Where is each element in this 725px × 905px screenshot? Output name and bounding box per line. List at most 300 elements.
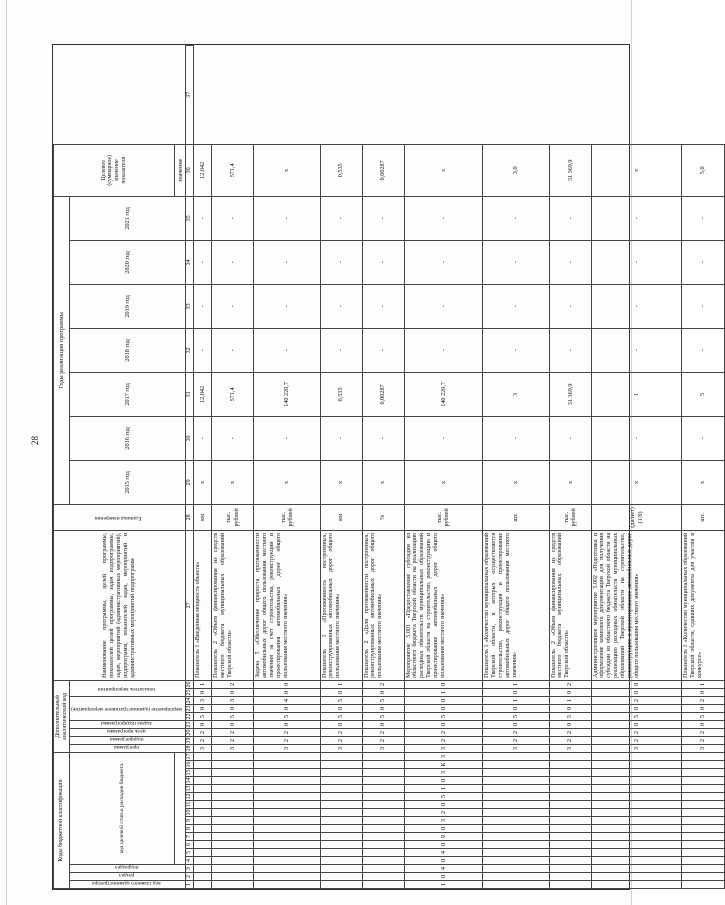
code-digit-cell: 2 (591, 697, 682, 705)
year-value-cell: - (320, 328, 362, 372)
code-digit-cell (320, 849, 362, 857)
year-value-cell: - (362, 416, 404, 460)
admin-code-text: код главного администратора (92, 880, 162, 886)
column-number-cell: 8 (186, 825, 194, 833)
code-digit-cell (549, 761, 591, 769)
unit-cell: (да/нет) (1/0) (591, 504, 682, 530)
program-header (70, 745, 186, 753)
code-digit-cell (549, 753, 591, 761)
code-digit-cell (682, 769, 724, 777)
value-header: значение (175, 144, 186, 196)
code-digit-cell: 0 (483, 689, 549, 697)
program-indicators-table (53, 45, 725, 889)
target-value-cell: 31 369,9 (549, 144, 591, 196)
code-digit-cell (591, 857, 682, 865)
code-digit-cell (682, 825, 724, 833)
code-digit-cell (320, 857, 362, 865)
year-value-cell: x (682, 460, 724, 504)
unit-cell: тыс. рублей (254, 504, 320, 530)
code-digit-cell (212, 809, 254, 817)
code-digit-cell: 0 (483, 705, 549, 713)
code-digit-cell (254, 825, 320, 833)
year-value-cell: x (320, 460, 362, 504)
column-number-cell: 32 (186, 328, 194, 372)
code-digit-cell (194, 849, 212, 857)
budget-codes-header: Коды бюджетной классификации (54, 753, 70, 889)
code-digit-cell (591, 833, 682, 841)
year-value-cell: 0,535 (320, 372, 362, 416)
code-digit-cell: 0 (194, 705, 212, 713)
unit-cell: тыс. рублей (404, 504, 483, 530)
year-value-cell: - (194, 240, 212, 284)
code-digit-cell: 3 (404, 817, 483, 825)
table-row (483, 46, 549, 889)
column-number-cell: 19 (186, 737, 193, 744)
code-digit-cell: 5 (320, 713, 362, 721)
code-digit-cell (254, 881, 320, 889)
code-digit-cell (254, 865, 320, 873)
code-digit-cell (212, 793, 254, 801)
code-digit-cell (682, 793, 724, 801)
code-digit-cell (591, 777, 682, 785)
year-value-cell: 140 220,7 (404, 372, 483, 416)
indicator-name-cell: Показатель 2 «Объем финансирования из средств местного бюджета муниципальных образований Тверской области» (212, 530, 254, 680)
unit-cell: шт. (483, 504, 549, 530)
code-digit-cell: 2 (483, 737, 549, 745)
code-digit-cell: 0 (591, 689, 682, 697)
code-digit-cell (549, 865, 591, 873)
table-row (212, 46, 254, 889)
program-text: программа (114, 744, 140, 750)
year-value-cell: x (549, 460, 591, 504)
column-number-cell: 11 (186, 801, 193, 808)
code-digit-cell: 0 (404, 841, 483, 849)
year-value-cell: - (194, 196, 212, 240)
year-value-cell: - (682, 196, 724, 240)
code-digit-cell: 3 (404, 753, 483, 761)
code-digit-cell (483, 849, 549, 857)
code-digit-cell (591, 793, 682, 801)
year-value-cell: 571,4 (212, 372, 254, 416)
program-target-text: цель программы (107, 728, 146, 734)
code-digit-cell (320, 801, 362, 809)
code-digit-cell (320, 841, 362, 849)
column-number-cell: 16 (186, 761, 193, 768)
indicator-name-cell: Показатель 1 «Протяженность построенных, реконструированных автомобильных дорог общего пользования местного значения» (320, 530, 362, 680)
code-digit-cell: 2 (212, 729, 254, 737)
admin-code-header (70, 881, 186, 889)
code-digit-cell (254, 753, 320, 761)
target-value-cell: x (254, 144, 320, 196)
code-digit-cell (549, 817, 591, 825)
year-value-cell: - (682, 416, 724, 460)
code-digit-cell: 3 (362, 745, 404, 753)
table-row (320, 46, 362, 889)
code-digit-cell (591, 753, 682, 761)
year-value-cell: - (483, 240, 549, 284)
unit-header-text: Единица измерения (95, 514, 142, 521)
code-digit-cell (549, 801, 591, 809)
subsection-text: подраздел (114, 864, 139, 870)
code-digit-cell: 0 (404, 697, 483, 705)
year-value-cell: - (404, 196, 483, 240)
program-table-frame (52, 44, 707, 890)
code-digit-cell: 3 (194, 697, 212, 705)
code-digit-cell: 0 (194, 689, 212, 697)
code-digit-cell (591, 785, 682, 793)
code-digit-cell (483, 865, 549, 873)
year-value-cell: - (194, 328, 212, 372)
year-value-cell: - (254, 416, 320, 460)
code-digit-cell (194, 809, 212, 817)
code-digit-cell (212, 865, 254, 873)
code-digit-cell: 0 (362, 721, 404, 729)
code-digit-cell (320, 833, 362, 841)
code-digit-cell (212, 841, 254, 849)
code-digit-cell (362, 809, 404, 817)
code-digit-cell (254, 801, 320, 809)
column-number-cell: 22 (186, 713, 193, 720)
unit-column-header (54, 504, 186, 530)
code-digit-cell (254, 833, 320, 841)
code-digit-cell (254, 785, 320, 793)
code-digit-cell (212, 833, 254, 841)
code-digit-cell (549, 833, 591, 841)
code-digit-cell: 3 (212, 745, 254, 753)
code-digit-cell: 0 (549, 721, 591, 729)
code-digit-cell (194, 793, 212, 801)
code-digit-cell (682, 841, 724, 849)
column-number-cell: 2 (186, 873, 194, 881)
year-value-cell: - (212, 416, 254, 460)
code-digit-cell (254, 849, 320, 857)
year-value-cell: - (404, 240, 483, 284)
code-digit-cell (682, 849, 724, 857)
code-digit-cell (194, 769, 212, 777)
table-row (194, 46, 212, 889)
year-value-cell: - (362, 196, 404, 240)
year-value-cell: - (549, 328, 591, 372)
code-digit-cell: 2 (320, 737, 362, 745)
column-number-cell: 24 (186, 697, 193, 704)
year-value-cell: - (682, 240, 724, 284)
column-number-cell: 27 (186, 530, 194, 680)
column-number-cell: 23 (186, 705, 193, 712)
year-value-cell: - (549, 196, 591, 240)
column-number-cell: 5 (186, 849, 194, 857)
table-row (404, 46, 483, 889)
code-digit-cell (212, 825, 254, 833)
activity-header (70, 697, 186, 721)
year-value-cell: x (362, 460, 404, 504)
indicator-name-cell: Показатель 2 «Доля протяженности построенных, реконструированных автомобильных дорог общего пользования местного значения» (362, 530, 404, 680)
year-value-cell: - (404, 284, 483, 328)
year-value-cell: 12,042 (194, 372, 212, 416)
code-digit-cell (362, 817, 404, 825)
code-digit-cell (362, 761, 404, 769)
code-digit-cell (212, 857, 254, 865)
indicator-name-cell: Показатель 1 «Количество муниципальных образований Тверской области, сдавших документы для участия в конкурсе» (682, 530, 724, 680)
rotated-table-container (53, 45, 707, 889)
code-digit-cell: 2 (320, 729, 362, 737)
code-digit-cell (362, 785, 404, 793)
code-digit-cell (591, 809, 682, 817)
page-edge-left (6, 0, 7, 905)
column-number-cell: 31 (186, 372, 194, 416)
code-digit-cell: 2 (549, 680, 591, 688)
unit-cell: % (362, 504, 404, 530)
year-value-cell: - (362, 284, 404, 328)
code-digit-cell: 9 (404, 833, 483, 841)
code-digit-cell (682, 801, 724, 809)
code-digit-cell (591, 769, 682, 777)
target-article-digits-spacer (175, 753, 186, 865)
code-digit-cell (591, 849, 682, 857)
years-group-header: Годы реализации программы (54, 196, 70, 504)
code-digit-cell: 3 (404, 769, 483, 777)
code-digit-cell: 5 (320, 697, 362, 705)
indicator-name-cell: Административное мероприятие 5.002 «Подготовка и оформление комплекта документации для получения субсидии из областного бюджета Тверской области на реализацию расходных обязательств муниципальных образований Тверской области на строительство, реконструкцию и проектирование автомобильных дорог общего пользования местного значения» (591, 530, 682, 680)
code-digit-cell (591, 873, 682, 881)
code-digit-cell (549, 825, 591, 833)
year-value-cell: - (549, 416, 591, 460)
code-digit-cell (549, 793, 591, 801)
code-digit-cell: 0 (404, 705, 483, 713)
year-value-cell: 31 369,9 (549, 372, 591, 416)
year-value-cell: - (320, 416, 362, 460)
page-number: 28 (30, 436, 40, 445)
year-value-cell: - (320, 196, 362, 240)
code-digit-cell (212, 817, 254, 825)
code-digit-cell (362, 801, 404, 809)
year-value-cell: - (483, 196, 549, 240)
code-digit-cell (549, 857, 591, 865)
column-number-cell: 6 (186, 841, 194, 849)
column-number-cell: 20 (186, 729, 193, 736)
code-digit-cell (483, 881, 549, 889)
target-value-cell: 0,00287 (362, 144, 404, 196)
code-digit-cell: 3 (591, 745, 682, 753)
code-digit-cell: 0 (362, 689, 404, 697)
code-digit-cell: 5 (362, 697, 404, 705)
target-value-cell: 3,0 (483, 144, 549, 196)
code-digit-cell (194, 865, 212, 873)
code-digit-cell: 0 (549, 705, 591, 713)
code-digit-cell: 0 (212, 689, 254, 697)
code-digit-cell (483, 793, 549, 801)
code-digit-cell: 5 (483, 713, 549, 721)
table-row (362, 46, 404, 889)
code-digit-cell (194, 777, 212, 785)
code-digit-cell: 0 (362, 705, 404, 713)
code-digit-cell (194, 825, 212, 833)
unit-cell: шт. (682, 504, 724, 530)
year-value-cell: x (404, 460, 483, 504)
code-digit-cell: 0 (682, 721, 724, 729)
year-value-cell: - (254, 240, 320, 284)
code-digit-cell: 2 (682, 697, 724, 705)
year-value-cell: - (404, 328, 483, 372)
code-digit-cell (194, 801, 212, 809)
column-number-cell: 18 (186, 745, 193, 752)
year-value-cell: - (320, 240, 362, 284)
code-digit-cell (483, 761, 549, 769)
code-digit-cell (682, 777, 724, 785)
code-digit-cell (212, 801, 254, 809)
code-digit-cell (320, 817, 362, 825)
code-digit-cell (682, 761, 724, 769)
year-value-cell: - (362, 328, 404, 372)
activity-text: мероприятие (административное мероприятие) (71, 705, 183, 712)
year-value-cell: - (212, 240, 254, 284)
year-value-cell: 5 (682, 372, 724, 416)
code-digit-cell: 2 (212, 737, 254, 745)
indicator-name-cell: Показатель 1 «Введенная мощность объекта» (194, 530, 212, 680)
code-digit-cell: 0 (254, 705, 320, 713)
code-digit-cell: 2 (483, 729, 549, 737)
code-digit-cell (320, 865, 362, 873)
column-number-cell: 9 (186, 817, 194, 825)
name-column-header: Наименование программы, целей программы, показателей целей программы, задач подпрограммы, задач, мероприятий (административных мероприятий), подпрограмм, показателей задач, мероприятий и административных мероприятий подпрограмм (54, 530, 186, 680)
code-digit-cell (682, 865, 724, 873)
code-digit-cell: 2 (549, 737, 591, 745)
code-digit-cell: 4 (404, 865, 483, 873)
code-digit-cell: 0 (404, 825, 483, 833)
code-digit-cell: 0 (404, 721, 483, 729)
code-digit-cell: 0 (483, 721, 549, 729)
code-digit-cell: 0 (194, 721, 212, 729)
code-digit-cell: 0 (254, 689, 320, 697)
code-digit-cell: 0 (549, 689, 591, 697)
code-digit-cell (254, 809, 320, 817)
section-text: раздел (119, 872, 135, 878)
code-digit-cell (320, 881, 362, 889)
year-value-cell: - (212, 284, 254, 328)
year-value-cell: - (483, 328, 549, 372)
code-digit-cell: 2 (362, 680, 404, 688)
column-number-cell: 7 (186, 833, 194, 841)
code-digit-cell (320, 793, 362, 801)
column-number-cell: 33 (186, 284, 194, 328)
unit-cell: тыс. рублей (549, 504, 591, 530)
target-value-cell: x (404, 144, 483, 196)
code-digit-cell (212, 873, 254, 881)
code-digit-cell (483, 833, 549, 841)
year-value-cell: x (212, 460, 254, 504)
code-digit-cell (682, 753, 724, 761)
header-row-1 (54, 46, 70, 889)
code-digit-cell: 5 (591, 713, 682, 721)
code-digit-cell (320, 825, 362, 833)
year-value-cell: - (212, 328, 254, 372)
code-digit-cell: 0 (404, 680, 483, 688)
column-number-cell: 34 (186, 240, 194, 284)
code-digit-cell (194, 817, 212, 825)
year-value-cell: - (591, 284, 682, 328)
column-number-cell: 4 (186, 857, 194, 865)
code-digit-cell (549, 849, 591, 857)
code-digit-cell (483, 873, 549, 881)
code-digit-cell: 5 (362, 713, 404, 721)
code-digit-cell: 2 (254, 729, 320, 737)
table-body (194, 46, 724, 889)
analytic-code-header: Дополнительный аналитический код (54, 680, 70, 752)
code-digit-cell (483, 785, 549, 793)
year-value-cell: - (404, 416, 483, 460)
code-digit-cell: 5 (254, 713, 320, 721)
column-number-cell: 12 (186, 793, 193, 800)
code-digit-cell: 3 (254, 745, 320, 753)
code-digit-cell (254, 777, 320, 785)
year-2019-header: 2019 год (70, 284, 186, 328)
year-value-cell: x (483, 460, 549, 504)
code-digit-cell (591, 761, 682, 769)
year-value-cell: - (682, 284, 724, 328)
code-digit-cell (682, 873, 724, 881)
code-digit-cell (483, 841, 549, 849)
code-digit-cell (483, 801, 549, 809)
code-digit-cell (254, 817, 320, 825)
code-digit-cell (483, 809, 549, 817)
year-2021-header: 2021 год (70, 196, 186, 240)
code-digit-cell: 0 (320, 705, 362, 713)
code-digit-cell: 1 (404, 689, 483, 697)
code-digit-cell: 5 (404, 713, 483, 721)
code-digit-cell: 4 (254, 697, 320, 705)
year-value-cell: x (591, 460, 682, 504)
subprogram-text: подпрограмма (109, 736, 144, 742)
code-digit-cell: 2 (404, 737, 483, 745)
code-digit-cell: 0 (404, 857, 483, 865)
code-digit-cell (254, 857, 320, 865)
column-number-cell: 10 (186, 809, 193, 816)
year-2020-header: 2020 год (70, 240, 186, 284)
year-value-cell: 0,00287 (362, 372, 404, 416)
column-number-cell: 17 (186, 753, 193, 760)
code-digit-cell: 1 (483, 697, 549, 705)
column-number-cell: 28 (186, 504, 194, 530)
code-digit-cell: 2 (549, 729, 591, 737)
code-digit-cell (362, 793, 404, 801)
year-value-cell: 1 (591, 372, 682, 416)
column-number-cell: 30 (186, 416, 194, 460)
year-value-cell: - (320, 284, 362, 328)
indicator-name-cell: Мероприятие 5.001 «Предоставление субсидии из областного бюджета Тверской области на реализацию расходных обязательств муниципальных образований Тверской области на строительство, реконструкцию и проектирование автомобильных дорог общего пользования местного значения» (404, 530, 483, 680)
code-digit-cell (212, 761, 254, 769)
code-digit-cell (682, 817, 724, 825)
code-digit-cell: 3 (549, 745, 591, 753)
code-digit-cell (194, 857, 212, 865)
indicator-name-cell: Показатель 2 «Объем финансирования из средств местного бюджета муниципальных образований Тверской области» (549, 530, 591, 680)
code-digit-cell (362, 769, 404, 777)
code-digit-cell (483, 817, 549, 825)
code-digit-cell (682, 881, 724, 889)
code-digit-cell (320, 777, 362, 785)
table-row (254, 46, 320, 889)
code-digit-cell (682, 857, 724, 865)
code-digit-cell (254, 769, 320, 777)
code-digit-cell (549, 881, 591, 889)
column-number-cell: 14 (186, 777, 193, 784)
activity-indicator-text: показатель мероприятия (98, 685, 156, 692)
code-digit-cell (254, 841, 320, 849)
code-digit-cell: 5 (404, 793, 483, 801)
code-digit-cell (254, 793, 320, 801)
code-digit-cell (362, 857, 404, 865)
code-digit-cell: 0 (404, 873, 483, 881)
code-digit-cell: 1 (549, 697, 591, 705)
code-digit-cell: 2 (404, 809, 483, 817)
